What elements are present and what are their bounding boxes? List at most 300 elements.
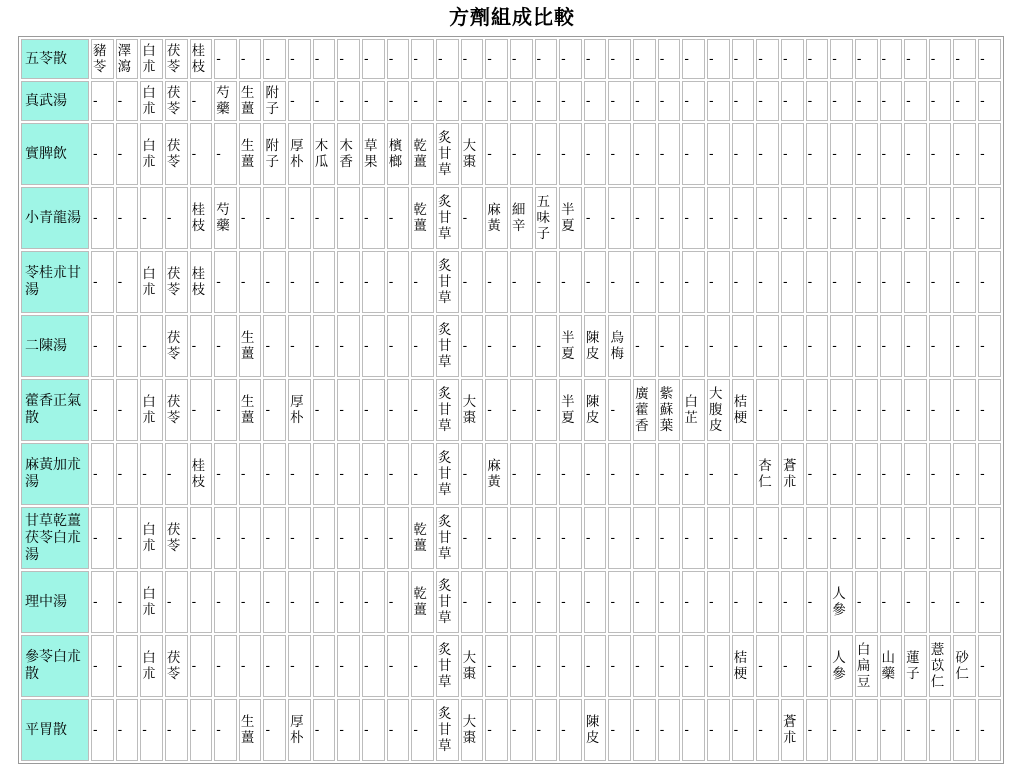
herb-cell xyxy=(116,315,139,377)
herb-cell-text: - xyxy=(906,466,911,482)
herb-cell xyxy=(436,443,459,505)
herb-cell-text: - xyxy=(930,402,936,418)
herb-cell-text: 麻 黃 xyxy=(487,202,501,234)
herb-cell xyxy=(411,635,434,697)
herb-cell xyxy=(214,315,237,377)
herb-cell xyxy=(91,251,114,313)
herb-cell-text: - xyxy=(881,530,887,546)
herb-cell xyxy=(387,507,410,569)
herb-cell-text: - xyxy=(955,93,960,109)
herb-cell-text: - xyxy=(610,594,616,610)
herb-cell xyxy=(929,635,952,697)
herb-cell-text: - xyxy=(980,466,985,482)
herb-cell-text: - xyxy=(782,530,788,546)
herb-cell-text: 茯 苓 xyxy=(166,650,181,682)
herb-cell xyxy=(362,635,385,697)
herb-cell-text: - xyxy=(709,466,714,482)
herb-cell xyxy=(337,123,360,185)
herb-cell xyxy=(806,187,829,249)
herb-cell-text: 大 棗 xyxy=(462,714,477,746)
herb-cell-text: 生 薑 xyxy=(240,138,255,170)
herb-cell-text: - xyxy=(437,93,443,109)
herb-cell-text: - xyxy=(388,530,394,546)
herb-cell xyxy=(190,39,213,79)
herb-cell-text: - xyxy=(709,146,714,162)
herb-cell xyxy=(584,81,607,121)
herb-cell xyxy=(140,81,163,121)
herb-cell xyxy=(140,379,163,441)
herb-cell xyxy=(461,251,484,313)
comparison-table-wrapper xyxy=(18,36,1004,764)
herb-cell-text: - xyxy=(881,338,887,354)
herb-cell xyxy=(140,571,163,633)
herb-cell-text: - xyxy=(290,51,295,67)
herb-cell-text: - xyxy=(191,530,197,546)
herb-cell xyxy=(830,507,853,569)
herb-cell-text: - xyxy=(216,146,221,162)
herb-cell-text: - xyxy=(511,530,517,546)
herb-cell-text: - xyxy=(536,274,542,290)
herb-cell-text: - xyxy=(832,210,837,226)
herb-cell-text: - xyxy=(635,530,640,546)
herb-cell xyxy=(830,251,853,313)
herb-cell xyxy=(411,187,434,249)
herb-cell-text: - xyxy=(561,530,566,546)
herb-cell-text: - xyxy=(117,658,123,674)
herb-cell xyxy=(313,123,336,185)
herb-cell-text: - xyxy=(610,658,616,674)
herb-cell xyxy=(362,39,385,79)
herb-cell-text: - xyxy=(93,594,98,610)
herb-cell xyxy=(855,251,878,313)
herb-cell-text: - xyxy=(93,93,98,109)
herb-cell xyxy=(707,699,730,761)
herb-cell xyxy=(510,123,533,185)
herb-cell-text: 紫 蘇 葉 xyxy=(659,386,674,434)
formula-name-cell: 藿香正氣散 xyxy=(21,379,89,441)
herb-cell-text: - xyxy=(955,51,960,67)
herb-cell-text: - xyxy=(511,338,517,354)
herb-cell-text: - xyxy=(930,722,936,738)
herb-cell-text: - xyxy=(191,722,197,738)
herb-cell-text: - xyxy=(487,658,492,674)
herb-cell xyxy=(91,187,114,249)
herb-cell xyxy=(461,123,484,185)
herb-cell-text: - xyxy=(980,402,985,418)
herb-cell xyxy=(732,39,755,79)
herb-cell xyxy=(116,123,139,185)
herb-cell xyxy=(362,187,385,249)
herb-cell-text: 炙 甘 草 xyxy=(437,386,452,434)
herb-cell-text: - xyxy=(610,146,616,162)
herb-cell-text: - xyxy=(388,402,394,418)
herb-cell-text: - xyxy=(980,146,985,162)
herb-cell xyxy=(781,123,804,185)
herb-cell xyxy=(880,379,903,441)
herb-cell xyxy=(608,187,631,249)
herb-cell xyxy=(485,187,508,249)
herb-cell xyxy=(904,635,927,697)
herb-cell xyxy=(608,39,631,79)
herb-cell-text: 生 薑 xyxy=(240,330,255,362)
herb-cell-text: - xyxy=(511,93,517,109)
herb-cell xyxy=(411,39,434,79)
herb-cell xyxy=(263,635,286,697)
herb-cell xyxy=(658,187,681,249)
table-row xyxy=(21,507,1001,569)
herb-cell-text: - xyxy=(906,274,911,290)
herb-cell-text: - xyxy=(240,274,246,290)
herb-cell-text: 炙 甘 草 xyxy=(437,706,452,754)
herb-cell-text: - xyxy=(980,594,985,610)
herb-cell-text: 半 夏 xyxy=(561,202,575,234)
herb-cell-text: - xyxy=(684,51,689,67)
herb-cell-text: - xyxy=(511,51,517,67)
herb-cell xyxy=(707,123,730,185)
herb-cell xyxy=(535,635,558,697)
herb-cell xyxy=(461,507,484,569)
herb-cell xyxy=(707,251,730,313)
herb-cell xyxy=(436,123,459,185)
herb-cell xyxy=(263,251,286,313)
formula-name-cell: 苓桂朮甘湯 xyxy=(21,251,89,313)
herb-cell xyxy=(116,379,139,441)
herb-cell-text: - xyxy=(142,210,147,226)
herb-cell-text: - xyxy=(610,466,616,482)
herb-cell-text: - xyxy=(290,274,295,290)
herb-cell-text: - xyxy=(536,338,542,354)
herb-cell xyxy=(904,81,927,121)
herb-cell-text: - xyxy=(635,210,640,226)
herb-cell xyxy=(806,635,829,697)
herb-cell-text: - xyxy=(881,210,887,226)
herb-cell xyxy=(658,39,681,79)
herb-cell-text: - xyxy=(364,274,369,290)
herb-cell-text: - xyxy=(511,402,517,418)
herb-cell-text: - xyxy=(93,466,98,482)
herb-cell xyxy=(387,635,410,697)
herb-cell-text: 乾 薑 xyxy=(413,202,427,234)
herb-cell-text: 白 朮 xyxy=(142,394,156,426)
herb-cell-text: - xyxy=(216,722,221,738)
herb-cell-text: - xyxy=(240,658,246,674)
herb-cell xyxy=(904,315,927,377)
herb-cell-text: - xyxy=(314,210,320,226)
herb-cell xyxy=(485,315,508,377)
herb-cell xyxy=(239,507,262,569)
herb-cell-text: - xyxy=(782,51,788,67)
formula-name-cell: 五苓散 xyxy=(21,39,89,79)
herb-cell-text: - xyxy=(265,658,271,674)
herb-cell xyxy=(510,187,533,249)
herb-cell-text: - xyxy=(709,93,714,109)
herb-cell xyxy=(387,251,410,313)
herb-cell-text: - xyxy=(536,530,542,546)
herb-cell xyxy=(633,251,656,313)
herb-cell-text: 乾 薑 xyxy=(413,138,427,170)
herb-cell xyxy=(658,635,681,697)
herb-cell-text: - xyxy=(807,530,813,546)
herb-cell-text: - xyxy=(782,402,788,418)
herb-cell-text: - xyxy=(832,530,837,546)
herb-cell xyxy=(239,81,262,121)
herb-cell xyxy=(806,443,829,505)
herb-cell-text: 木 香 xyxy=(339,138,353,170)
herb-cell xyxy=(190,699,213,761)
herb-cell-text: 烏 梅 xyxy=(610,330,624,362)
herb-cell xyxy=(510,315,533,377)
herb-cell-text: - xyxy=(265,722,271,738)
herb-cell xyxy=(978,699,1001,761)
herb-cell xyxy=(140,123,163,185)
herb-cell-text: - xyxy=(659,93,665,109)
herb-cell xyxy=(362,571,385,633)
herb-cell-text: 炙 甘 草 xyxy=(437,578,452,626)
herb-cell-text: - xyxy=(364,338,369,354)
herb-cell-text: - xyxy=(585,658,591,674)
herb-cell xyxy=(584,571,607,633)
herb-cell-text: - xyxy=(782,594,788,610)
herb-cell-text: 乾 薑 xyxy=(413,586,427,618)
herb-cell-text: - xyxy=(364,658,369,674)
herb-cell-text: - xyxy=(561,51,566,67)
herb-cell xyxy=(608,443,631,505)
herb-cell-text: - xyxy=(388,722,394,738)
herb-cell-text: - xyxy=(511,274,517,290)
herb-cell-text: - xyxy=(561,274,566,290)
herb-cell xyxy=(559,507,582,569)
herb-cell-text: - xyxy=(980,51,985,67)
herb-cell xyxy=(140,187,163,249)
herb-cell xyxy=(436,379,459,441)
herb-cell-text: 茯 苓 xyxy=(166,394,181,426)
herb-cell-text: - xyxy=(314,658,320,674)
herb-cell xyxy=(337,39,360,79)
herb-cell xyxy=(658,507,681,569)
herb-cell xyxy=(436,315,459,377)
herb-cell-text: - xyxy=(782,210,788,226)
herb-cell xyxy=(313,315,336,377)
herb-cell xyxy=(263,81,286,121)
herb-cell xyxy=(387,443,410,505)
herb-cell-text: - xyxy=(166,210,172,226)
herb-cell xyxy=(732,699,755,761)
herb-cell-text: 豬 苓 xyxy=(93,43,107,75)
herb-cell-text: - xyxy=(314,402,320,418)
herb-cell-text: - xyxy=(339,658,344,674)
herb-cell-text: - xyxy=(955,530,960,546)
herb-cell xyxy=(559,699,582,761)
herb-cell xyxy=(929,507,952,569)
herb-cell xyxy=(411,123,434,185)
herb-cell-text: - xyxy=(659,146,665,162)
herb-cell xyxy=(978,39,1001,79)
herb-cell xyxy=(953,507,976,569)
herb-cell-text: - xyxy=(216,338,221,354)
herb-cell xyxy=(190,571,213,633)
herb-cell xyxy=(781,571,804,633)
herb-cell xyxy=(658,571,681,633)
herb-cell-text: - xyxy=(561,722,566,738)
herb-cell xyxy=(929,571,952,633)
herb-cell xyxy=(904,571,927,633)
herb-cell-text: - xyxy=(832,146,837,162)
herb-cell xyxy=(658,123,681,185)
herb-cell xyxy=(510,251,533,313)
herb-cell-text: - xyxy=(856,722,862,738)
herb-cell xyxy=(239,123,262,185)
herb-cell xyxy=(337,443,360,505)
herb-cell xyxy=(239,635,262,697)
herb-cell xyxy=(535,443,558,505)
herb-cell-text: - xyxy=(980,658,985,674)
herb-cell-text: - xyxy=(782,338,788,354)
herb-cell-text: - xyxy=(758,93,763,109)
herb-cell-text: - xyxy=(216,530,221,546)
herb-cell xyxy=(239,699,262,761)
herb-cell xyxy=(608,81,631,121)
herb-cell-text: - xyxy=(906,51,911,67)
herb-cell-text: - xyxy=(413,466,418,482)
herb-cell-text: - xyxy=(585,210,591,226)
herb-cell-text: - xyxy=(487,530,492,546)
herb-cell xyxy=(953,123,976,185)
herb-cell-text: 茯 苓 xyxy=(166,43,181,75)
herb-cell-text: - xyxy=(980,530,985,546)
herb-cell-text: - xyxy=(511,146,517,162)
herb-cell-text: - xyxy=(413,93,418,109)
herb-cell xyxy=(658,81,681,121)
herb-cell-text: - xyxy=(142,466,147,482)
herb-cell-text: - xyxy=(413,402,418,418)
herb-cell-text: - xyxy=(561,93,566,109)
herb-cell-text: - xyxy=(709,51,714,67)
herb-cell xyxy=(337,379,360,441)
herb-cell-text: 白 朮 xyxy=(142,43,156,75)
herb-cell-text: - xyxy=(487,93,492,109)
herb-cell xyxy=(535,123,558,185)
herb-cell xyxy=(485,123,508,185)
herb-cell-text: - xyxy=(561,594,566,610)
herb-cell-text: - xyxy=(610,722,616,738)
herb-cell-text: - xyxy=(585,530,591,546)
herb-cell-text: - xyxy=(585,594,591,610)
herb-cell-text: - xyxy=(635,93,640,109)
herb-cell-text: - xyxy=(733,466,739,482)
herb-cell xyxy=(732,81,755,121)
herb-cell xyxy=(387,123,410,185)
herb-cell xyxy=(411,315,434,377)
herb-cell-text: 大 棗 xyxy=(462,650,477,682)
herb-cell xyxy=(116,81,139,121)
herb-cell xyxy=(584,635,607,697)
herb-cell-text: - xyxy=(240,51,246,67)
herb-cell xyxy=(953,571,976,633)
herb-cell-text: - xyxy=(142,338,147,354)
herb-cell-text: - xyxy=(758,594,763,610)
herb-cell-text: - xyxy=(980,722,985,738)
formula-name-cell: 真武湯 xyxy=(21,81,89,121)
herb-cell xyxy=(263,39,286,79)
herb-cell-text: - xyxy=(364,466,369,482)
herb-cell-text: - xyxy=(117,93,123,109)
herb-cell xyxy=(707,379,730,441)
herb-cell xyxy=(190,251,213,313)
herb-cell-text: - xyxy=(511,594,517,610)
herb-cell xyxy=(436,187,459,249)
herb-cell-text: - xyxy=(388,338,394,354)
herb-cell xyxy=(411,379,434,441)
herb-cell-text: - xyxy=(462,530,468,546)
herb-cell xyxy=(608,123,631,185)
herb-cell-text: - xyxy=(93,210,98,226)
herb-cell xyxy=(707,187,730,249)
herb-cell xyxy=(756,251,779,313)
herb-cell-text: - xyxy=(906,338,911,354)
herb-cell-text: - xyxy=(93,338,98,354)
herb-cell-text: - xyxy=(413,722,418,738)
herb-cell xyxy=(116,39,139,79)
herb-cell xyxy=(953,699,976,761)
herb-cell xyxy=(362,251,385,313)
herb-cell xyxy=(559,123,582,185)
herb-cell xyxy=(461,635,484,697)
herb-cell xyxy=(953,379,976,441)
herb-cell-text: - xyxy=(265,402,271,418)
herb-cell-text: - xyxy=(782,93,788,109)
herb-cell-text: 白 朮 xyxy=(142,266,156,298)
herb-cell-text: - xyxy=(585,146,591,162)
herb-cell xyxy=(781,443,804,505)
herb-cell-text: - xyxy=(709,722,714,738)
herb-cell xyxy=(411,443,434,505)
herb-cell xyxy=(929,123,952,185)
table-row xyxy=(21,123,1001,185)
herb-cell xyxy=(288,379,311,441)
herb-cell-text: - xyxy=(758,51,763,67)
herb-cell-text: - xyxy=(955,146,960,162)
herb-cell xyxy=(535,507,558,569)
herb-cell xyxy=(239,571,262,633)
herb-cell-text: - xyxy=(339,594,344,610)
herb-cell xyxy=(978,81,1001,121)
herb-cell-text: - xyxy=(314,466,320,482)
herb-cell-text: 炙 甘 草 xyxy=(437,450,452,498)
herb-cell xyxy=(535,81,558,121)
herb-cell-text: 人 參 xyxy=(832,650,846,682)
herb-cell-text: - xyxy=(561,466,566,482)
herb-cell-text: - xyxy=(487,274,492,290)
herb-cell xyxy=(707,443,730,505)
herb-cell xyxy=(387,379,410,441)
herb-cell xyxy=(953,315,976,377)
herb-cell xyxy=(165,379,188,441)
herb-cell-text: - xyxy=(142,722,147,738)
herb-cell-text: - xyxy=(856,274,862,290)
herb-cell-text: - xyxy=(684,146,689,162)
herb-cell-text: - xyxy=(930,51,936,67)
herb-cell-text: 桔 梗 xyxy=(733,650,748,682)
herb-cell xyxy=(190,123,213,185)
formula-name-cell: 理中湯 xyxy=(21,571,89,633)
herb-cell-text: - xyxy=(807,402,813,418)
herb-cell-text: - xyxy=(832,274,837,290)
herb-cell-text: - xyxy=(856,530,862,546)
herb-cell-text: - xyxy=(832,402,837,418)
herb-cell xyxy=(584,123,607,185)
herb-cell xyxy=(608,699,631,761)
herb-cell-text: 木 瓜 xyxy=(314,138,329,170)
